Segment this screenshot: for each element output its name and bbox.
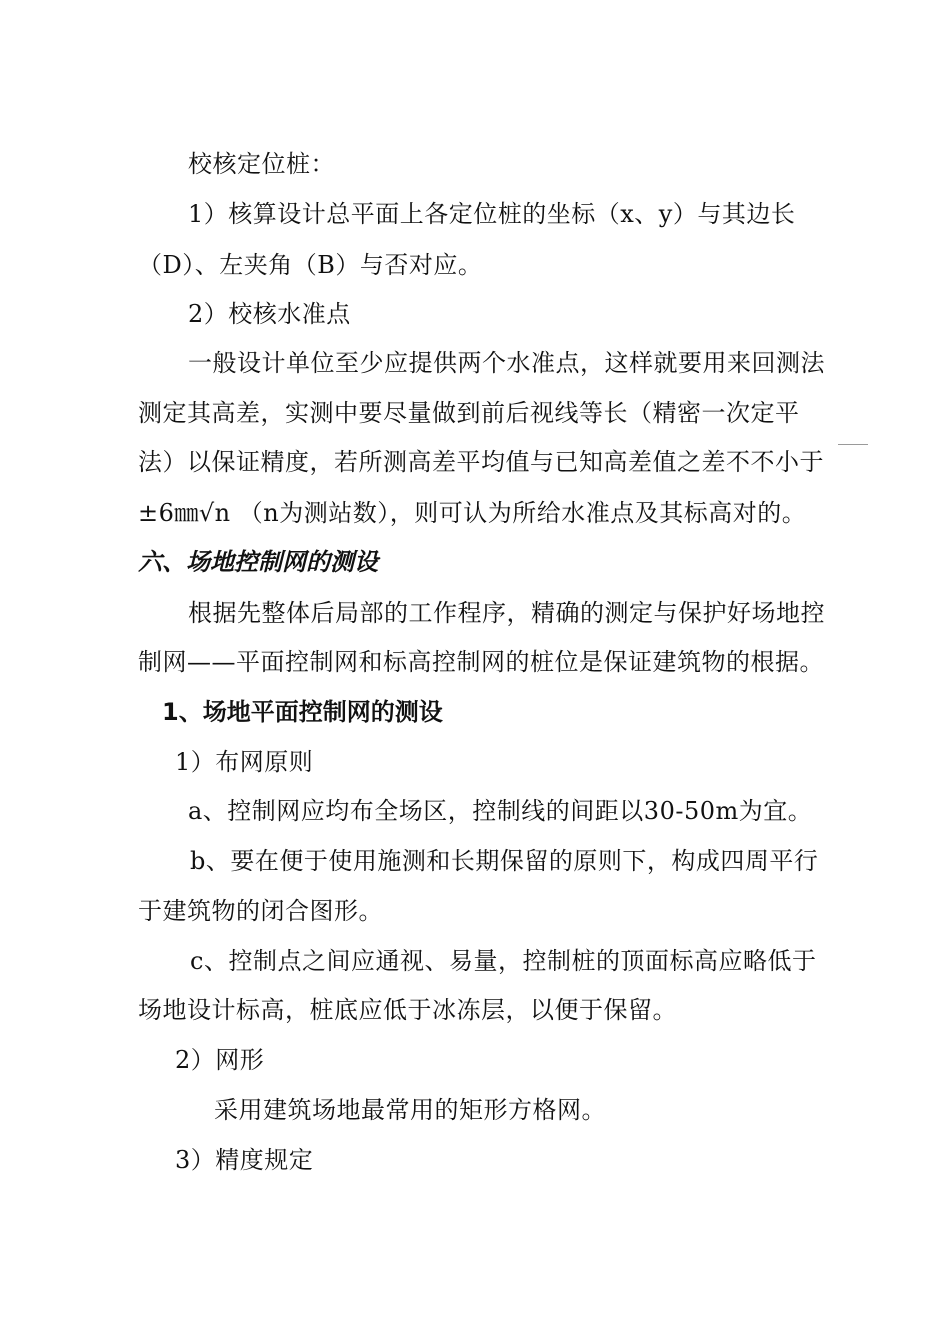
text-line-principle-a: a、控制网应均布全场区，控制线的间距以30-50m为宜。 xyxy=(188,797,813,825)
text-line-net-shape: 2）网形 xyxy=(175,1046,265,1074)
text-line-principle-c-cont: 场地设计标高，桩底应低于冰冻层，以便于保留。 xyxy=(138,996,677,1024)
text-line-net-shape-desc: 采用建筑场地最常用的矩形方格网。 xyxy=(214,1096,606,1124)
paragraph-benchmark-line-2: 测定其高差，实测中要尽量做到前后视线等长（精密一次定平 xyxy=(138,399,800,427)
text-line-precision: 3）精度规定 xyxy=(175,1146,314,1174)
paragraph-control-net-line-1: 根据先整体后局部的工作程序，精确的测定与保护好场地控 xyxy=(188,599,825,627)
paragraph-benchmark-line-1: 一般设计单位至少应提供两个水准点，这样就要用来回测法 xyxy=(188,349,825,377)
text-line-layout-principle: 1）布网原则 xyxy=(175,748,314,776)
paragraph-benchmark-line-3: 法）以保证精度，若所测高差平均值与已知高差值之差不不小于 xyxy=(138,448,824,476)
text-line-principle-b: b、要在便于使用施测和长期保留的原则下，构成四周平行 xyxy=(190,847,819,875)
text-line-item-2: 2）校核水准点 xyxy=(188,300,351,328)
text-line-check-stakes: 校核定位桩： xyxy=(188,150,335,178)
text-line-principle-c: c、控制点之间应通视、易量，控制桩的顶面标高应略低于 xyxy=(190,947,817,975)
text-line-principle-b-cont: 于建筑物的闭合图形。 xyxy=(138,897,383,925)
margin-mark xyxy=(838,444,868,445)
paragraph-control-net-line-2: 制网——平面控制网和标高控制网的桩位是保证建筑物的根据。 xyxy=(138,648,824,676)
paragraph-benchmark-line-4: ±6㎜√n （n为测站数），则可认为所给水准点及其标高对的。 xyxy=(138,499,807,527)
text-line-item-1: 1）核算设计总平面上各定位桩的坐标（x、y）与其边长 xyxy=(188,200,796,228)
section-heading-6: 六、场地控制网的测设 xyxy=(138,548,378,576)
subsection-heading-1: 1、场地平面控制网的测设 xyxy=(162,698,443,726)
text-line-item-1-cont: （D）、左夹角（B）与否对应。 xyxy=(138,251,483,279)
